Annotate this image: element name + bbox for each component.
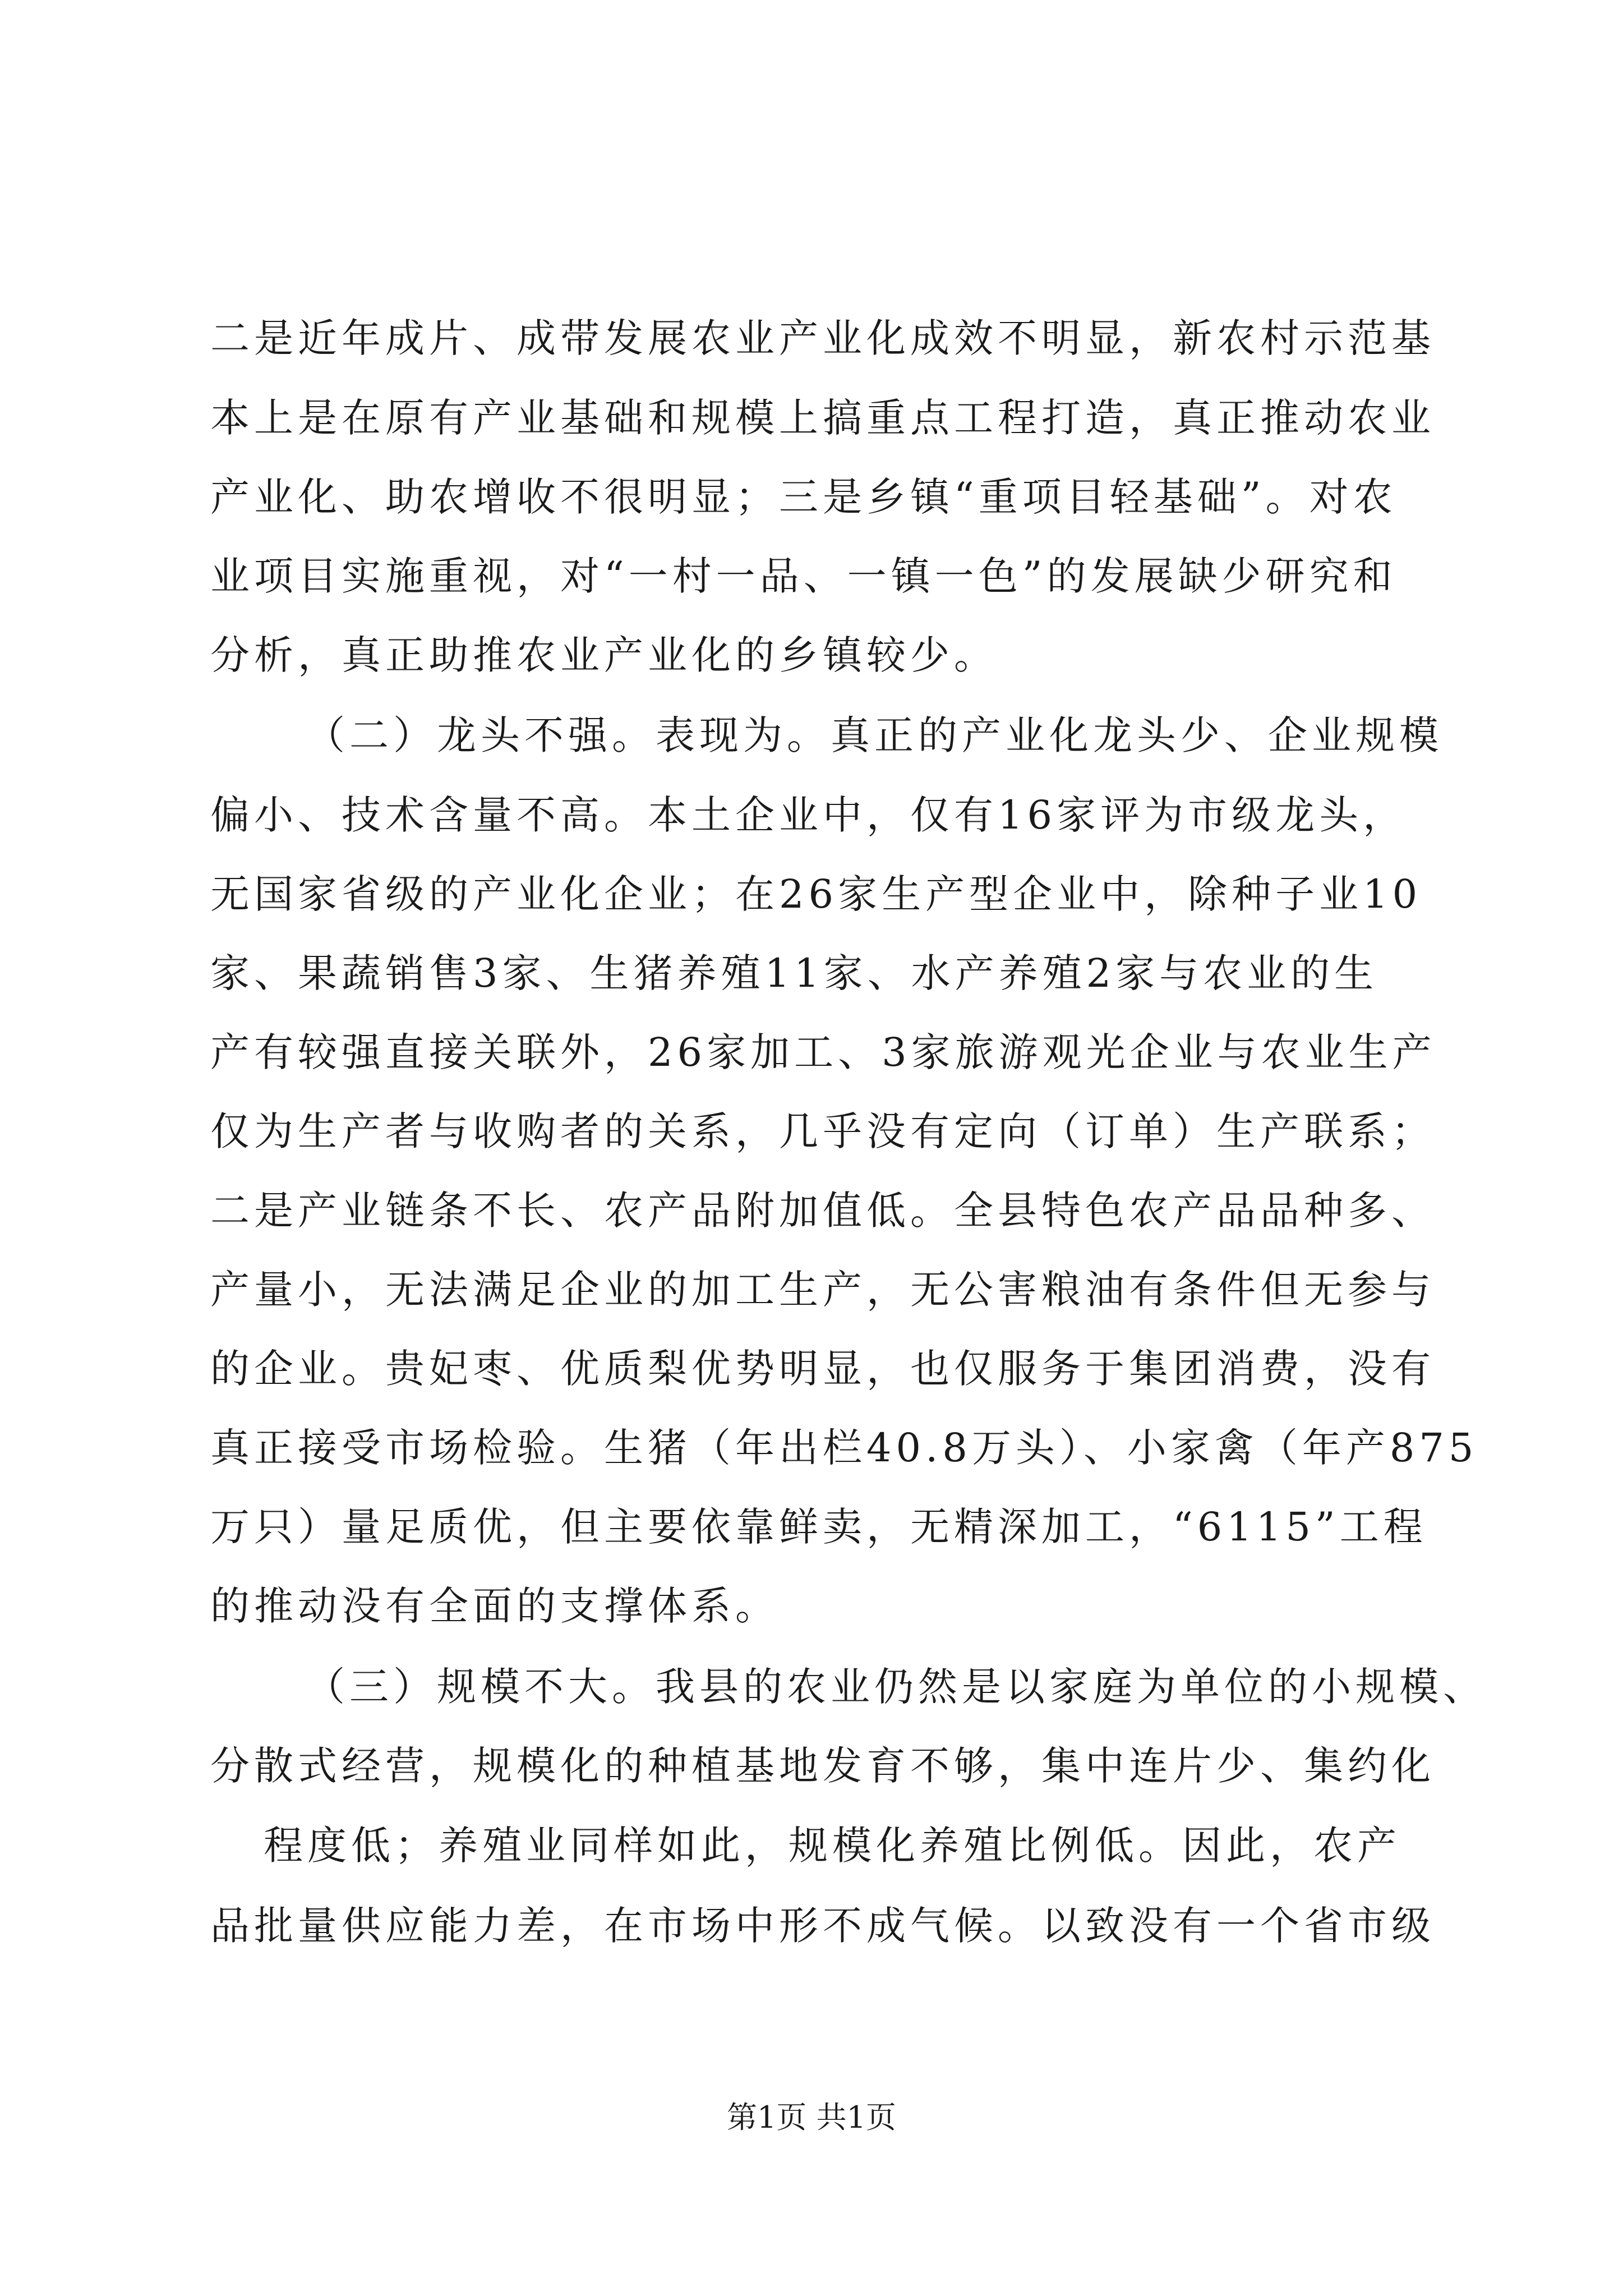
paragraph-line: 的推动没有全面的支撑体系。 [210, 1583, 779, 1629]
paragraph-line: 品批量供应能力差，在市场中形不成气候。以致没有一个省市级 [210, 1903, 1435, 1949]
paragraph-line: 产业化、助农增收不很明显；三是乡镇“重项目轻基础”。对农 [210, 474, 1397, 520]
paragraph-line: 程度低；养殖业同样如此，规模化养殖比例低。因此，农产 [264, 1823, 1401, 1869]
paragraph-line: 的企业。贵妃枣、优质梨优势明显，也仅服务于集团消费，没有 [210, 1346, 1435, 1392]
paragraph-line: 产有较强直接关联外，26家加工、3家旅游观光企业与农业生产 [210, 1029, 1436, 1075]
paragraph-line: 二是近年成片、成带发展农业产业化成效不明显，新农村示范基 [210, 315, 1435, 361]
paragraph-line: 分散式经营，规模化的种植基地发育不够，集中连片少、集约化 [210, 1743, 1435, 1789]
paragraph-line: （二）龙头不强。表现为。真正的产业化龙头少、企业规模 [306, 712, 1443, 758]
paragraph-line: 二是产业链条不长、农产品附加值低。全县特色农产品品种多、 [210, 1188, 1435, 1234]
paragraph-line: 业项目实施重视，对“一村一品、一镇一色”的发展缺少研究和 [210, 553, 1397, 599]
paragraph-line: （三）规模不大。我县的农业仍然是以家庭为单位的小规模、 [306, 1664, 1487, 1710]
paragraph-line: 偏小、技术含量不高。本土企业中，仅有16家评为市级龙头， [210, 792, 1407, 838]
paragraph-line: 仅为生产者与收购者的关系，几乎没有定向（订单）生产联系； [210, 1108, 1435, 1154]
paragraph-line: 本上是在原有产业基础和规模上搞重点工程打造，真正推动农业 [210, 395, 1435, 441]
paragraph-line: 分析，真正助推农业产业化的乡镇较少。 [210, 632, 998, 678]
paragraph-line: 真正接受市场检验。生猪（年出栏40.8万头）、小家禽（年产875 [210, 1425, 1478, 1471]
paragraph-line: 家、果蔬销售3家、生猪养殖11家、水产养殖2家与农业的生 [210, 950, 1378, 996]
paragraph-line: 产量小，无法满足企业的加工生产，无公害粮油有条件但无参与 [210, 1267, 1435, 1313]
paragraph-line: 万只）量足质优，但主要依靠鲜卖，无精深加工，“6115”工程 [210, 1504, 1427, 1550]
page-footer: 第1页 共1页 [727, 2100, 896, 2135]
paragraph-line: 无国家省级的产业化企业；在26家生产型企业中，除种子业10 [210, 871, 1422, 917]
